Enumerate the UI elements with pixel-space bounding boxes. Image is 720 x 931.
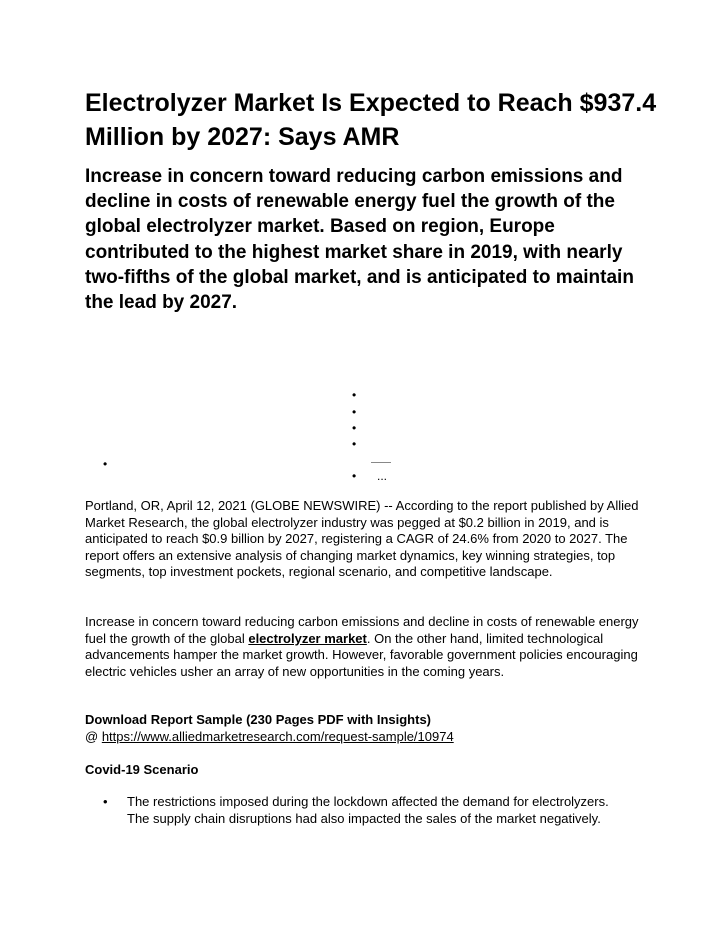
electrolyzer-market-link[interactable]: electrolyzer market bbox=[248, 630, 367, 646]
download-heading: Download Report Sample (230 Pages PDF with Insights) bbox=[85, 712, 431, 727]
request-sample-link[interactable]: https://www.alliedmarketresearch.com/request-sample/10974 bbox=[101, 728, 454, 744]
article-title: Electrolyzer Market Is Expected to Reach $937.4 Million by 2027: Says AMR bbox=[85, 89, 657, 151]
separator-line bbox=[371, 462, 391, 463]
list-bullet: • bbox=[352, 421, 357, 435]
article-subtitle: Increase in concern toward reducing carbon emissions and decline in costs of renewable energy fuel the growth of the global electrolyzer market. Based on region, Europe contributed to the highest market share in 2019, with nearly two-fifths of the global market, and is anticipated to maintain the lead by 2027. bbox=[85, 166, 634, 314]
at-symbol: @ bbox=[85, 728, 102, 744]
list-bullet: • bbox=[103, 457, 108, 471]
covid-bullet-text: The restrictions imposed during the lockdown affected the demand for electrolyzers. The supply chain disruptions had also impacted the sales of the market negatively. bbox=[127, 794, 609, 826]
paragraph-text: . On the other hand, limited technological advancements hamper the market growth. However, favorable government policies encouraging electric vehicles usher an array of new opportunities in the coming years. bbox=[85, 630, 638, 679]
paragraph-text: Increase in concern toward reducing carbon emissions and decline in costs of renewable energy fuel the growth of the global bbox=[85, 614, 639, 646]
ellipsis-text: ... bbox=[377, 469, 388, 483]
covid-heading: Covid-19 Scenario bbox=[85, 762, 199, 777]
download-section bbox=[85, 712, 645, 745]
download-line bbox=[85, 729, 645, 746]
list-bullet: • bbox=[352, 469, 357, 483]
list-bullet: • bbox=[352, 437, 357, 451]
intro-paragraph: Portland, OR, April 12, 2021 (GLOBE NEWSWIRE) -- According to the report published by Allied Market Research, the global electrolyzer industry was pegged at $0.2 billion in 2019, and is anticipated to reach $0.9 billion by 2027, registering a CAGR of 24.6% from 2020 to 2027. The report offers an extensive analysis of changing market dynamics, key winning strategies, top segments, top investment pockets, regional scenario, and competitive landscape. bbox=[85, 498, 639, 580]
list-bullet: • bbox=[103, 794, 108, 809]
list-bullet: • bbox=[352, 405, 357, 419]
list-bullet: • bbox=[352, 388, 357, 402]
market-paragraph bbox=[85, 614, 645, 680]
